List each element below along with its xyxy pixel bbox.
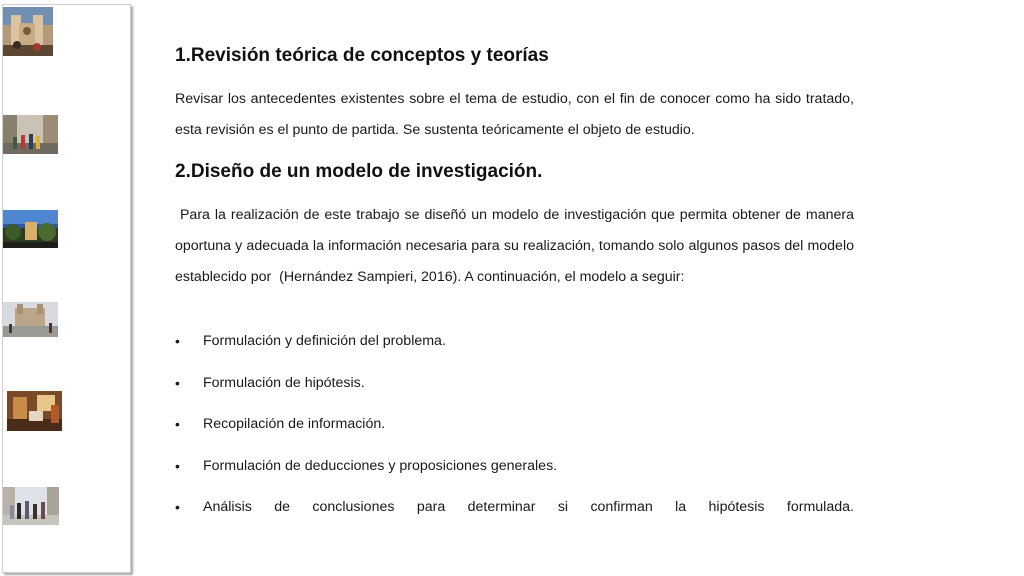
list-item-text: Formulación de deducciones y proposiciones generales. bbox=[203, 457, 558, 474]
list-item-text bbox=[203, 497, 854, 539]
list-item bbox=[175, 456, 854, 498]
list-item-word: si bbox=[557, 499, 569, 515]
list-item-word: para bbox=[416, 499, 446, 515]
thumbnail-strip bbox=[2, 4, 131, 573]
bullet-icon: • bbox=[175, 416, 180, 432]
list-item-word: hipótesis bbox=[708, 499, 765, 515]
list-item bbox=[175, 497, 854, 539]
section1-paragraph: Revisar los antecedentes existentes sobre el tema de estudio, con el fin de conocer como ha sido tratado, esta revisión es el punto de partida. Se sustenta teóricamente el objeto de estudio. bbox=[175, 91, 854, 138]
list-item-text: Formulación y definición del problema. bbox=[203, 333, 446, 349]
list-item-text: Recopilación de información. bbox=[203, 416, 386, 432]
list-item bbox=[175, 373, 854, 415]
list-item-word: confirman bbox=[590, 499, 653, 515]
plaza-night-photo bbox=[3, 210, 58, 248]
list-item-word: de bbox=[274, 499, 291, 515]
list-item-word: conclusiones bbox=[312, 499, 395, 515]
list-item-word: formulada. bbox=[786, 499, 854, 515]
list-item-word: determinar bbox=[467, 499, 536, 515]
list-item bbox=[175, 331, 854, 373]
section1-heading: 1.Revisión teórica de conceptos y teorías bbox=[175, 45, 549, 66]
list-item-word: Análisis bbox=[203, 499, 252, 515]
cathedral-plaza-photo bbox=[3, 302, 58, 337]
list-item-word: la bbox=[675, 499, 687, 515]
street-crowd-photo bbox=[3, 115, 58, 154]
street-pedestrians-photo bbox=[3, 487, 59, 525]
section2-paragraph: Para la realización de este trabajo se diseñó un modelo de investigación que permita obtener de manera oportuna y adecuada la información necesaria para su realización, tomando solo algunos pasos del modelo establecido por (Hernández Sampieri, 2016). A continuación, el modelo a seguir: bbox=[175, 207, 858, 285]
bullet-icon: • bbox=[175, 457, 180, 474]
bullet-icon: • bbox=[175, 374, 180, 391]
model-steps-list bbox=[175, 331, 854, 539]
list-item bbox=[175, 414, 854, 456]
church-facade-photo bbox=[3, 7, 53, 56]
section2-heading: 2.Diseño de un modelo de investigación. bbox=[175, 161, 543, 182]
bullet-icon: • bbox=[175, 499, 180, 515]
list-item-text: Formulación de hipótesis. bbox=[203, 374, 365, 391]
hotel-interior-photo bbox=[7, 391, 62, 431]
bullet-icon: • bbox=[175, 333, 180, 349]
